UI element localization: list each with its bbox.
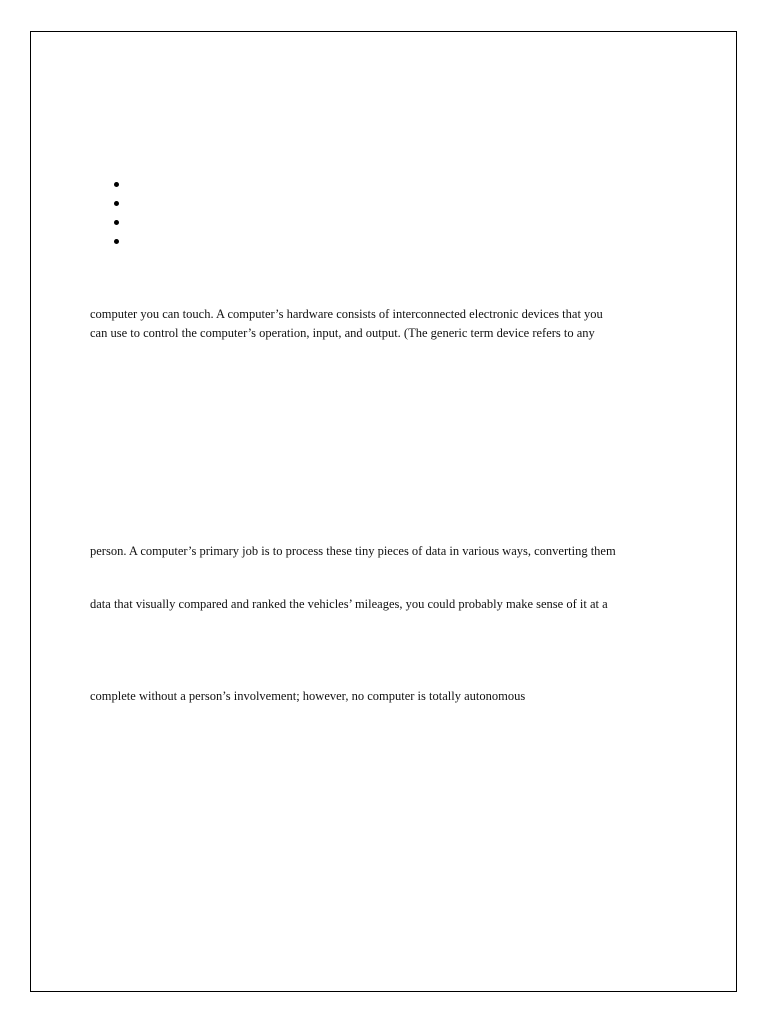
document-page <box>30 31 737 992</box>
bullet-list <box>110 176 130 252</box>
bullet-item <box>110 195 130 214</box>
paragraph-line: computer you can touch. A computer’s hardware consists of interconnected electronic devices that you <box>90 307 603 321</box>
bullet-item <box>110 176 130 195</box>
paragraph-line: data that visually compared and ranked the vehicles’ mileages, you could probably make sense of it at a <box>90 597 608 611</box>
bullet-dot-icon <box>114 182 119 187</box>
bullet-dot-icon <box>114 220 119 225</box>
paragraph-line: complete without a person’s involvement; however, no computer is totally autonomous <box>90 689 526 703</box>
bullet-item <box>110 233 130 252</box>
paragraph-line: can use to control the computer’s operation, input, and output. (The generic term device refers to any <box>90 326 595 340</box>
bullet-dot-icon <box>114 201 119 206</box>
bullet-dot-icon <box>114 239 119 244</box>
bullet-item <box>110 214 130 233</box>
paragraph-line: person. A computer’s primary job is to process these tiny pieces of data in various ways, converting them <box>90 544 616 558</box>
